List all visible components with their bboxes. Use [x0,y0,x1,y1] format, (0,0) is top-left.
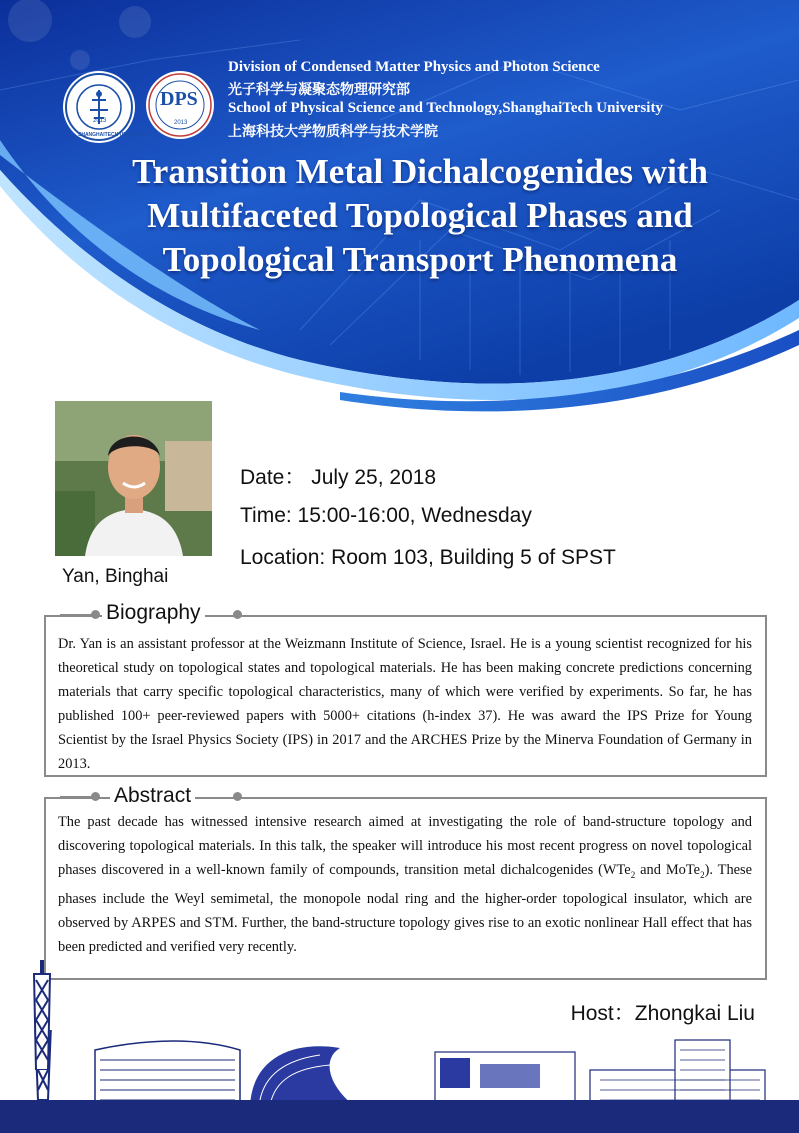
school-name-en: School of Physical Science and Technology,ShanghaiTech University [228,100,663,116]
bullet-dot [233,792,242,801]
abstract-heading: Abstract [110,784,195,808]
abstract-text-part: ). These phases include the Weyl semimetal, the monopole nodal ring and the higher-order topological insulator, which are observed by ARPES and STM. Further, the band-structure topology gives rise to an exotic nonlinear Hall effect that has been predicted and verified very recently. [58,862,753,955]
bullet-dot [91,610,100,619]
talk-time: Time: 15:00-16:00, Wednesday [240,504,532,527]
bullet-dot [233,610,242,619]
talk-location: Location: Room 103, Building 5 of SPST [240,546,616,569]
bullet-dot [91,792,100,801]
abstract-text-part: The past decade has witnessed intensive research aimed at investigating the role of band-structure topology and discovering topological materials. In this talk, the speaker will introduce his most recent progress on novel topological phases discovered in a well-known family of compounds, transition metal dichalcogenides (WTe [58,814,752,878]
speaker-photo [55,401,212,556]
title-line: Topological Transport Phenomena [162,240,678,279]
title-line: Multifaceted Topological Phases and [147,196,693,235]
speaker-name: Yan, Binghai [62,566,169,587]
biography-text: Dr. Yan is an assistant professor at the Weizmann Institute of Science, Israel. He is a young scientist recognized for his theoretical study on topological states and topological materials. He has been making concrete predictions concerning materials that carry specific topological characteristics, many of which were verified by experiments. So far, he has published 100+ peer-reviewed papers with 5000+ citations (h-index 37). He was award the IPS Prize for Young Scientist by the Israel Physics Society (IPS) in 2017 and the ARCHES Prize by the Minerva Foundation of Germany in 2013. [58,636,752,772]
school-name-cn: 上海科技大学物质科学与技术学院 [228,124,438,140]
abstract-text-part: and MoTe [635,862,701,878]
tower-illustration [22,960,62,1070]
logo-dps-text: DPS [160,88,198,110]
talk-date: Date： July 25, 2018 [240,466,437,489]
subscript: 2 [700,869,705,880]
division-name-cn: 光子科学与凝聚态物理研究部 [228,82,410,98]
logo-dps-year: 2013 [174,120,188,126]
biography-heading: Biography [102,601,205,625]
division-name-en: Division of Condensed Matter Physics and Photon Science [228,59,600,75]
logo-university-year: 2013 [93,118,107,124]
campus-skyline-illustration [0,1030,799,1133]
subscript: 2 [630,869,636,880]
logo-university-text: SHANGHAITECH UNIVERSITY [78,132,150,138]
host-name: Host：Zhongkai Liu [570,1002,755,1025]
abstract-text [58,810,752,959]
title-line: Transition Metal Dichalcogenides with [132,152,708,191]
talk-title [40,150,799,282]
